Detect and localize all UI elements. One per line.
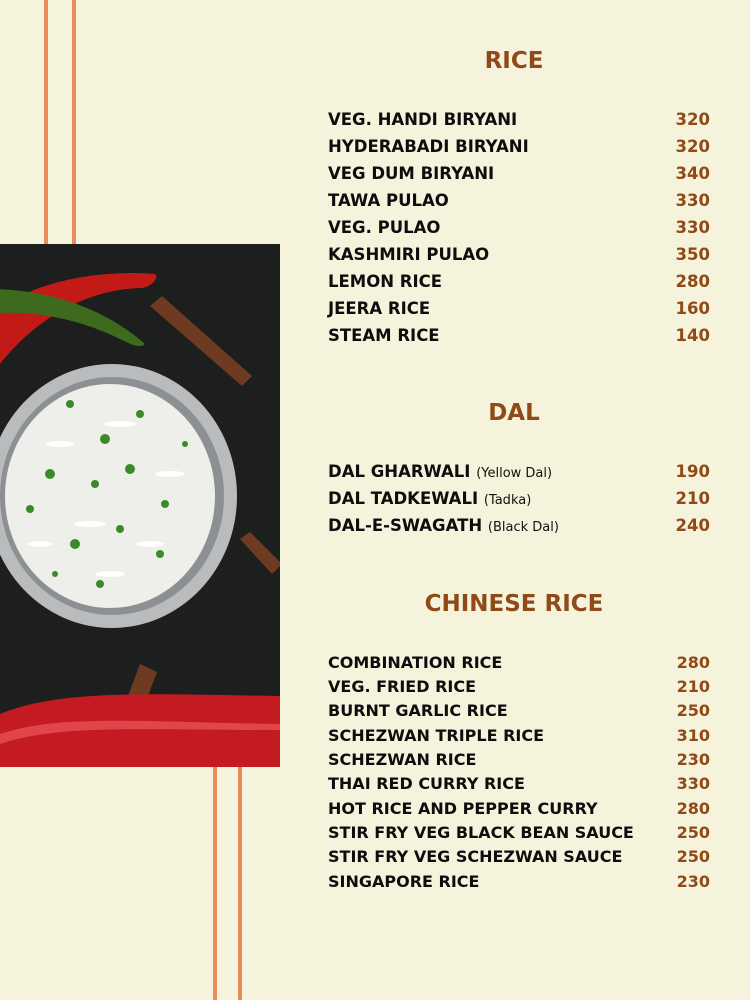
item-price: 140 (675, 325, 710, 345)
menu-item (328, 107, 710, 131)
item-name: KASHMIRI PULAO (328, 244, 490, 264)
item-name: LEMON RICE (328, 271, 443, 291)
item-price: 160 (675, 298, 710, 318)
item-price: 280 (676, 798, 710, 818)
menu-item (328, 796, 710, 820)
item-name: VEG. HANDI BIRYANI (328, 109, 518, 129)
item-name: HOT RICE AND PEPPER CURRY (328, 798, 598, 818)
item-price: 240 (675, 515, 710, 535)
item-price: 330 (676, 773, 710, 793)
item-price: 190 (675, 461, 710, 481)
menu-item (328, 698, 710, 722)
item-name: TAWA PULAO (328, 190, 449, 210)
accent-line-bottom-right (238, 767, 242, 1000)
menu-item (328, 134, 710, 158)
item-name: VEG. PULAO (328, 217, 441, 237)
accent-line-top-right (72, 0, 76, 244)
item-name: SINGAPORE RICE (328, 871, 480, 891)
item-name: VEG DUM BIRYANI (328, 163, 495, 183)
accent-line-bottom-left (213, 767, 217, 1000)
item-price: 250 (676, 822, 710, 842)
item-name-group (328, 462, 552, 481)
menu-item (328, 771, 710, 795)
menu-item (328, 296, 710, 320)
item-note: (Black Dal) (487, 519, 559, 535)
item-name: DAL TADKEWALI (328, 488, 479, 508)
item-note: (Tadka) (483, 492, 532, 508)
item-name: THAI RED CURRY RICE (328, 773, 525, 793)
item-price: 330 (675, 190, 710, 210)
item-name: COMBINATION RICE (328, 652, 503, 672)
item-price: 250 (676, 700, 710, 720)
menu-item (328, 269, 710, 293)
item-price: 340 (675, 163, 710, 183)
item-price: 320 (675, 109, 710, 129)
item-name: SCHEZWAN RICE (328, 749, 477, 769)
item-name: BURNT GARLIC RICE (328, 700, 508, 720)
item-price: 310 (676, 725, 710, 745)
item-price: 210 (676, 676, 710, 696)
item-name: VEG. FRIED RICE (328, 676, 477, 696)
menu-item (328, 869, 710, 893)
menu-item (328, 188, 710, 212)
section-title-chinese-rice: CHINESE RICE (424, 591, 604, 617)
rice-bowl-photo (0, 244, 280, 767)
item-name: HYDERABADI BIRYANI (328, 136, 529, 156)
item-note: (Yellow Dal) (476, 465, 553, 481)
item-price: 230 (676, 871, 710, 891)
menu-item (328, 459, 710, 483)
menu-item (328, 486, 710, 510)
section-title-rice: RICE (484, 48, 544, 74)
item-name-group (328, 516, 559, 535)
item-name: STIR FRY VEG BLACK BEAN SAUCE (328, 822, 634, 842)
item-price: 280 (676, 652, 710, 672)
item-price: 280 (675, 271, 710, 291)
item-price: 320 (675, 136, 710, 156)
menu-item (328, 323, 710, 347)
menu-item (328, 242, 710, 266)
item-price: 210 (675, 488, 710, 508)
menu-item (328, 215, 710, 239)
menu-item (328, 723, 710, 747)
item-name: STIR FRY VEG SCHEZWAN SAUCE (328, 846, 623, 866)
accent-line-top-left (44, 0, 48, 244)
section-title-dal: DAL (488, 400, 540, 426)
item-price: 330 (675, 217, 710, 237)
item-name: SCHEZWAN TRIPLE RICE (328, 725, 545, 745)
item-name: STEAM RICE (328, 325, 440, 345)
menu-item (328, 513, 710, 537)
menu-item (328, 820, 710, 844)
menu-item (328, 161, 710, 185)
item-price: 250 (676, 846, 710, 866)
item-name: JEERA RICE (328, 298, 431, 318)
menu-item (328, 650, 710, 674)
item-price: 230 (676, 749, 710, 769)
menu-item (328, 674, 710, 698)
item-name: DAL GHARWALI (328, 461, 471, 481)
item-price: 350 (675, 244, 710, 264)
item-name: DAL-E-SWAGATH (328, 515, 483, 535)
menu-item (328, 844, 710, 868)
menu-item (328, 747, 710, 771)
item-name-group (328, 489, 531, 508)
